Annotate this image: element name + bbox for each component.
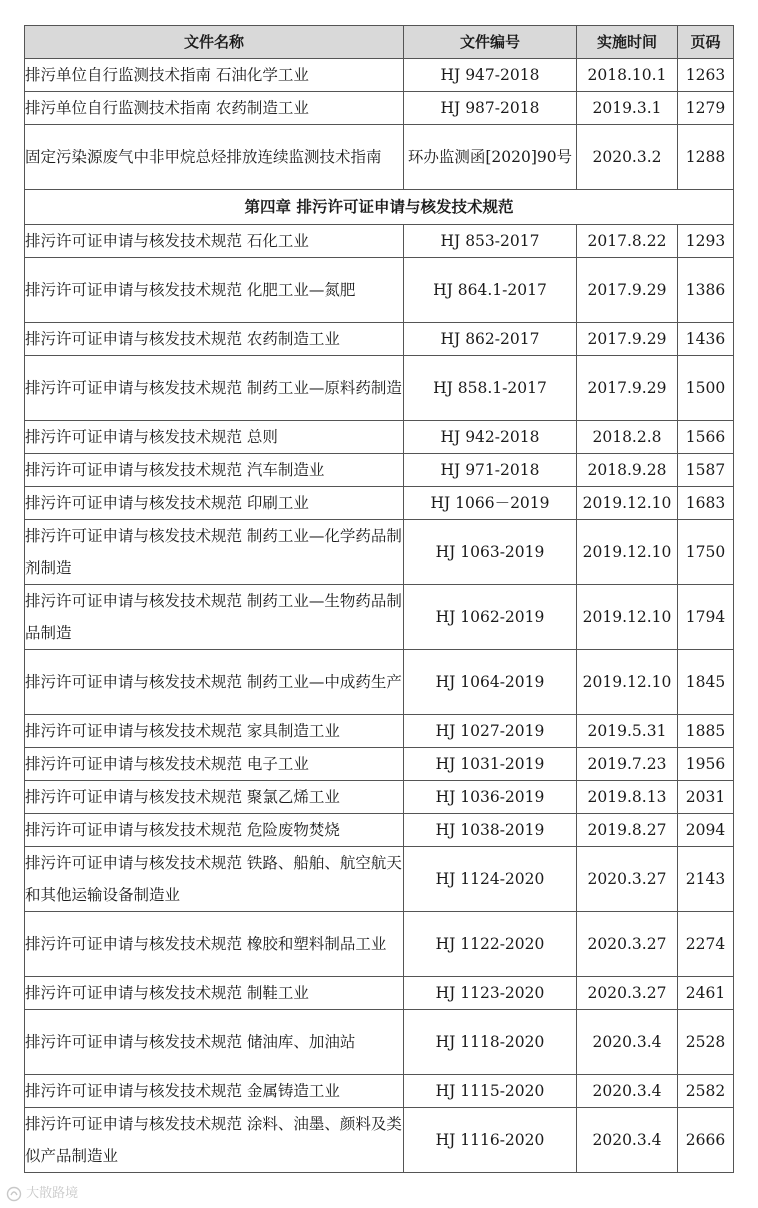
- doc-name: 排污许可证申请与核发技术规范 制药工业—原料药制造: [25, 356, 404, 421]
- doc-code: HJ 853-2017: [404, 225, 577, 258]
- doc-page: 2461: [678, 977, 734, 1010]
- doc-date: 2020.3.27: [577, 847, 678, 912]
- doc-page: 1279: [678, 92, 734, 125]
- watermark: [6, 1182, 78, 1202]
- table-row: [25, 748, 734, 781]
- doc-date: 2019.8.13: [577, 781, 678, 814]
- doc-name: 排污许可证申请与核发技术规范 制药工业—化学药品制剂制造: [25, 520, 404, 585]
- doc-code: HJ 1036-2019: [404, 781, 577, 814]
- table-row: [25, 454, 734, 487]
- doc-name: 排污许可证申请与核发技术规范 化肥工业—氮肥: [25, 258, 404, 323]
- doc-page: 2582: [678, 1075, 734, 1108]
- doc-name: 排污许可证申请与核发技术规范 制鞋工业: [25, 977, 404, 1010]
- doc-code: HJ 1115-2020: [404, 1075, 577, 1108]
- doc-date: 2020.3.2: [577, 125, 678, 190]
- doc-date: 2019.5.31: [577, 715, 678, 748]
- doc-page: 1500: [678, 356, 734, 421]
- doc-page: 1956: [678, 748, 734, 781]
- doc-code: HJ 1122-2020: [404, 912, 577, 977]
- table-row: [25, 92, 734, 125]
- doc-date: 2020.3.4: [577, 1108, 678, 1173]
- doc-page: 2666: [678, 1108, 734, 1173]
- doc-name: 排污单位自行监测技术指南 农药制造工业: [25, 92, 404, 125]
- doc-page: 1288: [678, 125, 734, 190]
- table-row: [25, 487, 734, 520]
- doc-date: 2020.3.4: [577, 1010, 678, 1075]
- doc-page: 1263: [678, 59, 734, 92]
- doc-date: 2019.12.10: [577, 520, 678, 585]
- table-row: [25, 258, 734, 323]
- doc-name: 排污许可证申请与核发技术规范 铁路、船舶、航空航天和其他运输设备制造业: [25, 847, 404, 912]
- doc-date: 2018.10.1: [577, 59, 678, 92]
- doc-name: 排污许可证申请与核发技术规范 石化工业: [25, 225, 404, 258]
- doc-code: HJ 862-2017: [404, 323, 577, 356]
- doc-date: 2019.8.27: [577, 814, 678, 847]
- table-row: [25, 520, 734, 585]
- doc-page: 2143: [678, 847, 734, 912]
- doc-date: 2019.12.10: [577, 650, 678, 715]
- doc-name: 排污许可证申请与核发技术规范 制药工业—生物药品制品制造: [25, 585, 404, 650]
- doc-page: 1750: [678, 520, 734, 585]
- doc-date: 2019.12.10: [577, 585, 678, 650]
- doc-page: 1436: [678, 323, 734, 356]
- doc-name: 排污单位自行监测技术指南 石油化学工业: [25, 59, 404, 92]
- doc-page: 1587: [678, 454, 734, 487]
- doc-code: HJ 1124-2020: [404, 847, 577, 912]
- doc-code: HJ 858.1-2017: [404, 356, 577, 421]
- doc-code: HJ 1123-2020: [404, 977, 577, 1010]
- doc-name: 排污许可证申请与核发技术规范 涂料、油墨、颜料及类似产品制造业: [25, 1108, 404, 1173]
- watermark-logo-icon: [6, 1186, 22, 1202]
- doc-date: 2017.9.29: [577, 323, 678, 356]
- table-row: [25, 847, 734, 912]
- doc-page: 1885: [678, 715, 734, 748]
- section-row: [25, 190, 734, 225]
- doc-date: 2019.12.10: [577, 487, 678, 520]
- doc-name: 排污许可证申请与核发技术规范 橡胶和塑料制品工业: [25, 912, 404, 977]
- doc-date: 2020.3.4: [577, 1075, 678, 1108]
- doc-date: 2018.2.8: [577, 421, 678, 454]
- doc-name: 排污许可证申请与核发技术规范 制药工业—中成药生产: [25, 650, 404, 715]
- table-row: [25, 585, 734, 650]
- doc-code: HJ 971-2018: [404, 454, 577, 487]
- doc-page: 1566: [678, 421, 734, 454]
- doc-code: HJ 1118-2020: [404, 1010, 577, 1075]
- table-row: [25, 781, 734, 814]
- doc-page: 1293: [678, 225, 734, 258]
- doc-code: HJ 1063-2019: [404, 520, 577, 585]
- header-row: [25, 26, 734, 59]
- table-row: [25, 421, 734, 454]
- doc-date: 2018.9.28: [577, 454, 678, 487]
- doc-name: 排污许可证申请与核发技术规范 聚氯乙烯工业: [25, 781, 404, 814]
- doc-name: 排污许可证申请与核发技术规范 电子工业: [25, 748, 404, 781]
- doc-name: 排污许可证申请与核发技术规范 危险废物焚烧: [25, 814, 404, 847]
- table-row: [25, 1010, 734, 1075]
- header-name: 文件名称: [25, 26, 404, 59]
- doc-page: 1386: [678, 258, 734, 323]
- table-row: [25, 912, 734, 977]
- doc-code: HJ 1031-2019: [404, 748, 577, 781]
- doc-page: 1794: [678, 585, 734, 650]
- table-row: [25, 125, 734, 190]
- table-row: [25, 225, 734, 258]
- doc-name: 排污许可证申请与核发技术规范 家具制造工业: [25, 715, 404, 748]
- doc-name: 排污许可证申请与核发技术规范 储油库、加油站: [25, 1010, 404, 1075]
- doc-page: 2031: [678, 781, 734, 814]
- doc-code: HJ 1064-2019: [404, 650, 577, 715]
- doc-page: 2274: [678, 912, 734, 977]
- doc-date: 2020.3.27: [577, 977, 678, 1010]
- standards-table: [24, 25, 734, 1173]
- doc-code: HJ 1062-2019: [404, 585, 577, 650]
- table-row: [25, 1108, 734, 1173]
- table-row: [25, 1075, 734, 1108]
- doc-date: 2019.3.1: [577, 92, 678, 125]
- table-row: [25, 715, 734, 748]
- doc-code: HJ 1066－2019: [404, 487, 577, 520]
- table-row: [25, 814, 734, 847]
- doc-page: 2094: [678, 814, 734, 847]
- doc-date: 2017.9.29: [577, 258, 678, 323]
- doc-date: 2019.7.23: [577, 748, 678, 781]
- doc-name: 排污许可证申请与核发技术规范 总则: [25, 421, 404, 454]
- doc-name: 排污许可证申请与核发技术规范 汽车制造业: [25, 454, 404, 487]
- doc-date: 2017.8.22: [577, 225, 678, 258]
- doc-code: HJ 1116-2020: [404, 1108, 577, 1173]
- doc-code: HJ 1038-2019: [404, 814, 577, 847]
- table-row: [25, 650, 734, 715]
- doc-code: 环办监测函[2020]90号: [404, 125, 577, 190]
- table-row: [25, 977, 734, 1010]
- header-code: 文件编号: [404, 26, 577, 59]
- doc-code: HJ 1027-2019: [404, 715, 577, 748]
- doc-code: HJ 987-2018: [404, 92, 577, 125]
- doc-date: 2020.3.27: [577, 912, 678, 977]
- doc-page: 2528: [678, 1010, 734, 1075]
- doc-name: 排污许可证申请与核发技术规范 金属铸造工业: [25, 1075, 404, 1108]
- doc-code: HJ 864.1-2017: [404, 258, 577, 323]
- table-row: [25, 59, 734, 92]
- doc-name: 固定污染源废气中非甲烷总烃排放连续监测技术指南: [25, 125, 404, 190]
- header-date: 实施时间: [577, 26, 678, 59]
- section-title: 第四章 排污许可证申请与核发技术规范: [25, 190, 734, 225]
- doc-page: 1845: [678, 650, 734, 715]
- header-page: 页码: [678, 26, 734, 59]
- doc-code: HJ 947-2018: [404, 59, 577, 92]
- doc-name: 排污许可证申请与核发技术规范 农药制造工业: [25, 323, 404, 356]
- doc-page: 1683: [678, 487, 734, 520]
- doc-date: 2017.9.29: [577, 356, 678, 421]
- table-row: [25, 356, 734, 421]
- doc-code: HJ 942-2018: [404, 421, 577, 454]
- table-row: [25, 323, 734, 356]
- doc-name: 排污许可证申请与核发技术规范 印刷工业: [25, 487, 404, 520]
- watermark-text: 大散路境: [26, 1186, 79, 1201]
